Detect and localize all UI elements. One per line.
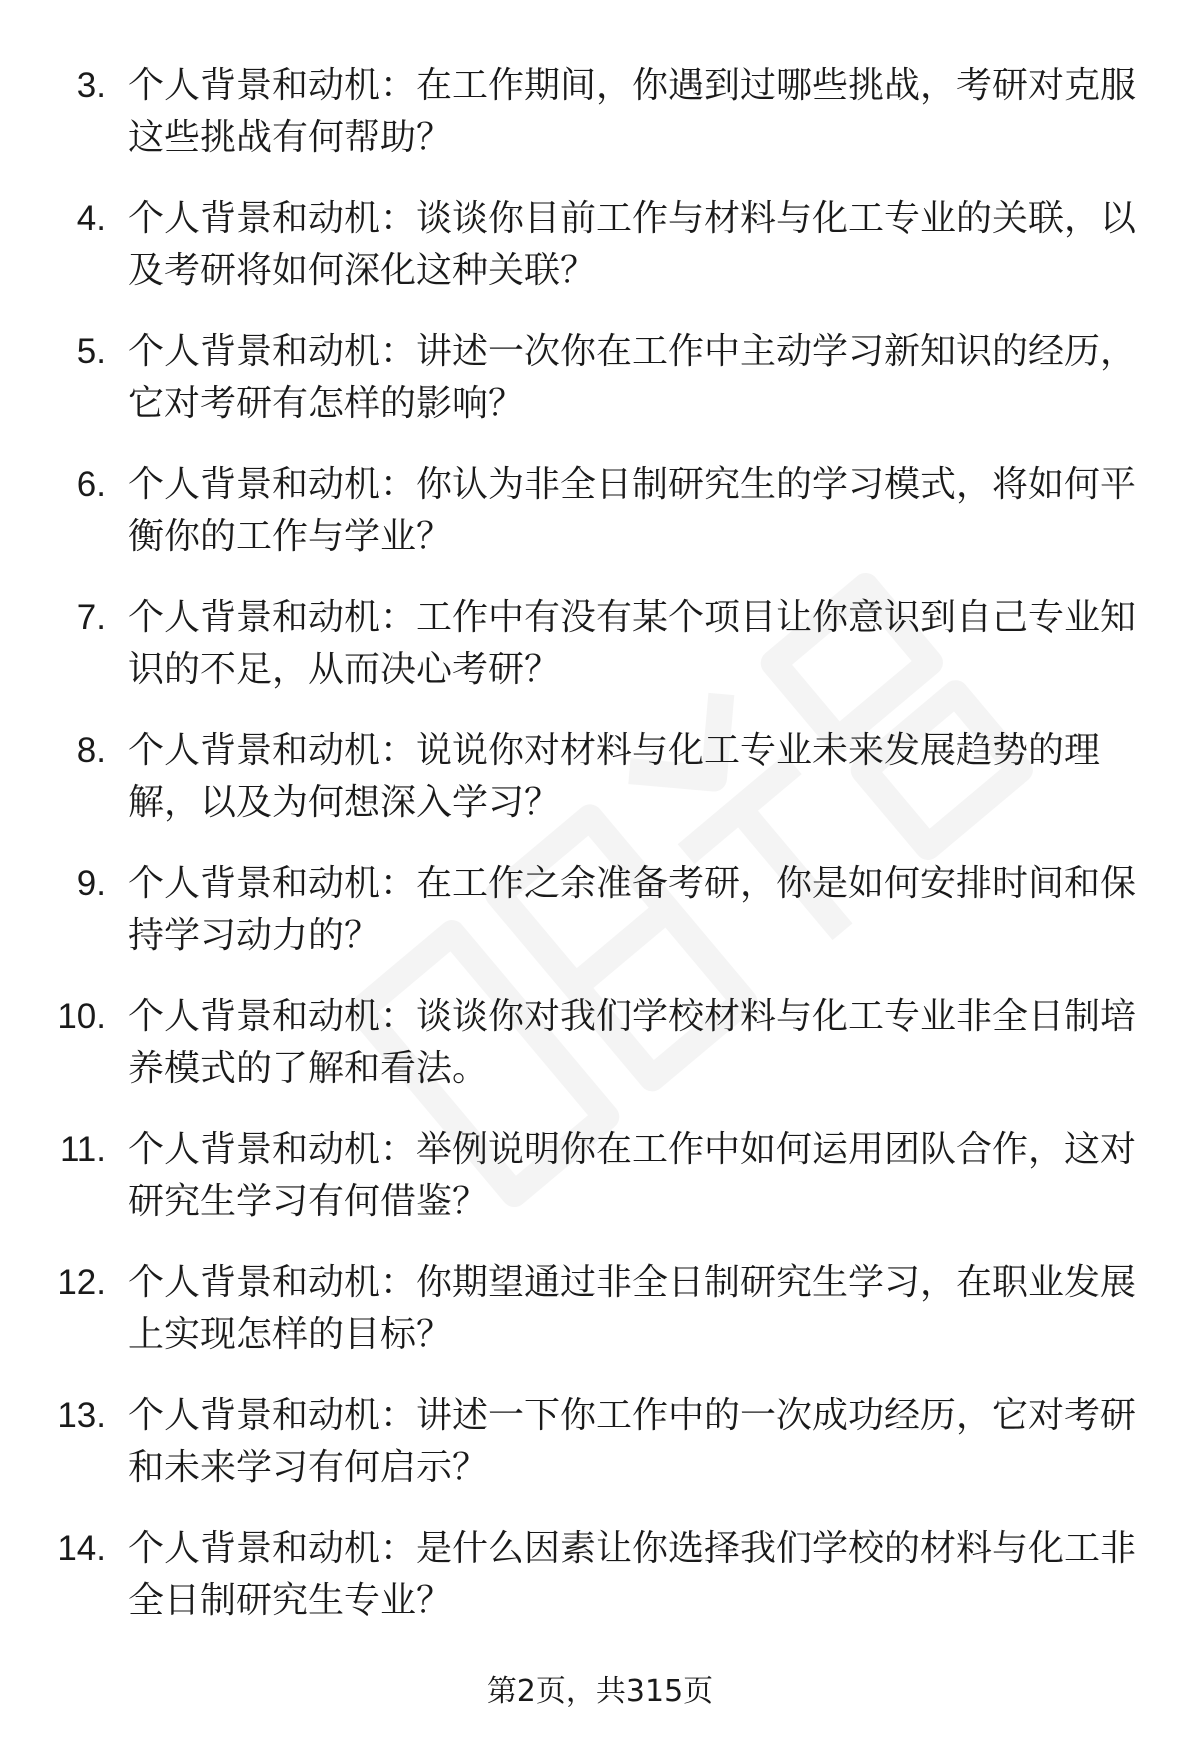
question-text-line: 持学习动力的？: [128, 915, 381, 956]
question-number: 8.: [76, 731, 106, 770]
question-text-line: 个人背景和动机：说说你对材料与化工专业未来发展趋势的理: [128, 730, 1101, 771]
question-item: [0, 1124, 1200, 1257]
question-text-line: 个人背景和动机：举例说明你在工作中如何运用团队合作，这对: [128, 1129, 1137, 1170]
question-text: [128, 991, 1138, 1095]
question-text-line: 个人背景和动机：讲述一次你在工作中主动学习新知识的经历，: [128, 331, 1137, 372]
question-item: [0, 459, 1200, 592]
question-text: [128, 326, 1138, 430]
question-item: [0, 1390, 1200, 1523]
question-text-line: 个人背景和动机：你认为非全日制研究生的学习模式，将如何平: [128, 464, 1137, 505]
question-text: [128, 725, 1138, 829]
question-number: 12.: [57, 1263, 106, 1302]
question-number: 11.: [59, 1130, 106, 1169]
question-text-line: 个人背景和动机：是什么因素让你选择我们学校的材料与化工非: [128, 1528, 1137, 1569]
question-item: [0, 991, 1200, 1124]
question-text-line: 全日制研究生专业？: [128, 1580, 453, 1621]
question-text: [128, 1124, 1138, 1228]
question-text-line: 个人背景和动机：工作中有没有某个项目让你意识到自己专业知: [128, 597, 1137, 638]
question-text-line: 个人背景和动机：谈谈你目前工作与材料与化工专业的关联，以: [128, 198, 1137, 239]
question-text-line: 和未来学习有何启示？: [128, 1447, 489, 1488]
question-text-line: 它对考研有怎样的影响？: [128, 383, 525, 424]
question-number: 3.: [76, 66, 106, 105]
question-number: 13.: [57, 1396, 106, 1435]
question-text: [128, 1523, 1138, 1627]
question-text: [128, 858, 1138, 962]
question-number: 14.: [57, 1529, 106, 1568]
question-text: [128, 459, 1138, 563]
question-text-line: 衡你的工作与学业？: [128, 516, 453, 557]
question-item: [0, 858, 1200, 991]
question-text: [128, 1257, 1138, 1361]
question-number: 6.: [76, 465, 106, 504]
question-text: [128, 60, 1138, 164]
question-number: 10.: [57, 997, 106, 1036]
question-text: [128, 1390, 1138, 1494]
question-number: 5.: [76, 332, 106, 371]
question-text-line: 养模式的了解和看法。: [128, 1048, 489, 1089]
question-item: [0, 60, 1200, 193]
question-item: [0, 326, 1200, 459]
question-list: [0, 60, 1200, 1656]
question-number: 4.: [76, 199, 106, 238]
question-text-line: 个人背景和动机：在工作期间，你遇到过哪些挑战，考研对克服: [128, 65, 1137, 106]
question-item: [0, 193, 1200, 326]
question-item: [0, 592, 1200, 725]
question-text-line: 个人背景和动机：谈谈你对我们学校材料与化工专业非全日制培: [128, 996, 1137, 1037]
question-text-line: 上实现怎样的目标？: [128, 1314, 453, 1355]
question-text-line: 个人背景和动机：你期望通过非全日制研究生学习，在职业发展: [128, 1262, 1137, 1303]
page-footer: 第2页，共315页: [486, 1674, 714, 1709]
question-text-line: 及考研将如何深化这种关联？: [128, 250, 597, 291]
question-number: 9.: [76, 864, 106, 903]
question-text-line: 个人背景和动机：讲述一下你工作中的一次成功经历，它对考研: [128, 1395, 1137, 1436]
question-text-line: 个人背景和动机：在工作之余准备考研，你是如何安排时间和保: [128, 863, 1137, 904]
question-text: [128, 592, 1138, 696]
question-text-line: 这些挑战有何帮助？: [128, 117, 453, 158]
question-text-line: 识的不足，从而决心考研？: [128, 649, 561, 690]
question-text-line: 解，以及为何想深入学习？: [128, 782, 561, 823]
question-text-line: 研究生学习有何借鉴？: [128, 1181, 489, 1222]
question-number: 7.: [76, 598, 106, 637]
question-text: [128, 193, 1138, 297]
question-item: [0, 1257, 1200, 1390]
question-item: [0, 1523, 1200, 1656]
question-item: [0, 725, 1200, 858]
